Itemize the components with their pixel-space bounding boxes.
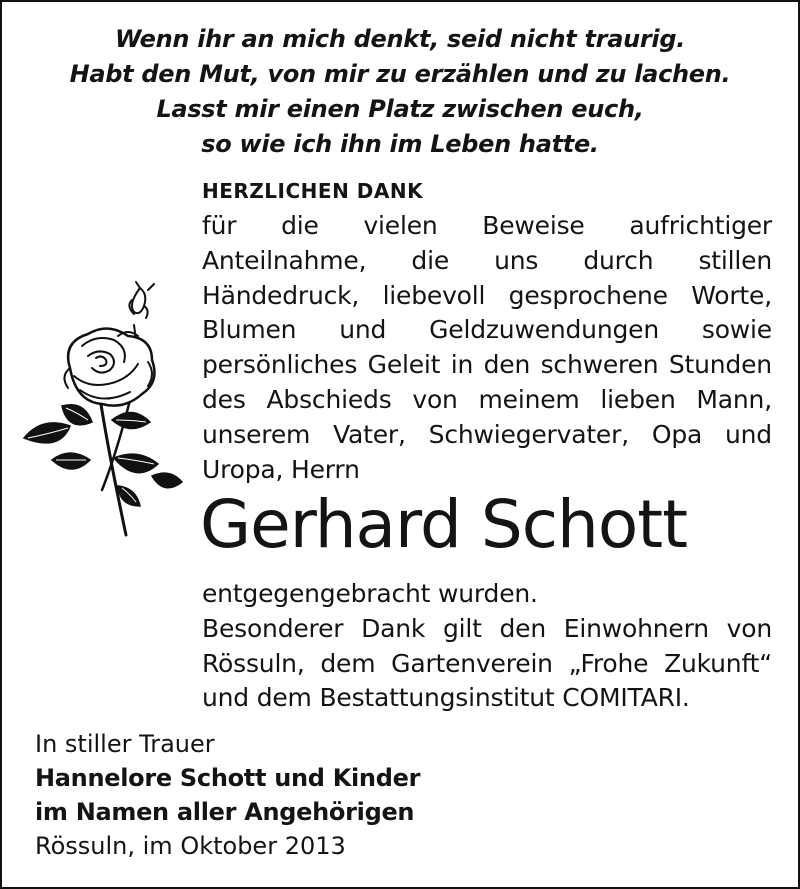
poem-line: Wenn ihr an mich denkt, seid nicht traurig.: [114, 25, 686, 53]
word: Geldzuwendungen: [429, 315, 659, 345]
word: lieben: [600, 384, 676, 414]
deceased-name: Gerhard Schott: [200, 486, 687, 563]
word: entgegengebracht wurden.: [202, 579, 538, 608]
word: Geleit: [367, 350, 441, 380]
word: Dank: [361, 613, 426, 643]
word: in: [450, 350, 474, 380]
text-line: [202, 383, 772, 418]
word: stillen: [698, 245, 772, 275]
word: vielen: [363, 211, 438, 240]
word: durch: [583, 245, 654, 275]
signature-block: [35, 727, 420, 863]
word: Gartenverein: [391, 648, 553, 678]
sign-relatives: im Namen aller Angehörigen: [35, 798, 415, 826]
thanks-text: [202, 209, 772, 487]
word: den: [499, 613, 546, 643]
word: Mann,: [696, 384, 772, 414]
sign-intro: In stiller Trauer: [35, 730, 215, 758]
word: sowie: [701, 315, 772, 345]
text-line: [202, 453, 772, 488]
word: die: [281, 211, 319, 240]
word: Opa: [651, 419, 703, 449]
word: Besonderer: [202, 613, 344, 643]
text-line: [202, 244, 772, 279]
word: gesprochene: [508, 280, 668, 310]
word: Blumen: [202, 315, 297, 345]
text-line: [202, 647, 772, 682]
thanks-text-continued: [202, 577, 772, 716]
text-line: [202, 313, 772, 348]
word: aufrichtiger: [629, 211, 772, 240]
text-line: [202, 418, 772, 453]
poem-line: so wie ich ihn im Leben hatte.: [201, 130, 599, 158]
word: und: [725, 419, 772, 449]
word: den: [483, 350, 531, 380]
word: und dem Bestattungsinstitut COMITARI.: [202, 683, 690, 713]
word: Abschieds: [266, 384, 392, 414]
text-line: [202, 209, 772, 244]
word: gilt: [442, 613, 482, 643]
text-line: [202, 681, 772, 716]
word: uns: [494, 245, 539, 275]
word: Beweise: [482, 211, 585, 240]
sign-family: Hannelore Schott und Kinder: [35, 764, 421, 792]
thanks-heading: HERZLICHEN DANK: [202, 179, 424, 203]
word: Anteilnahme,: [202, 245, 367, 275]
word: von: [726, 613, 772, 643]
word: Uropa, Herrn: [202, 454, 360, 484]
text-line: [202, 577, 772, 612]
poem-line: Habt den Mut, von mir zu erzählen und zu lachen.: [69, 60, 731, 88]
word: „Frohe: [568, 648, 649, 678]
word: von: [412, 384, 458, 414]
word: und: [339, 315, 387, 345]
sign-place-date: Rössuln, im Oktober 2013: [35, 832, 346, 860]
word: die: [411, 245, 450, 275]
poem-line: Lasst mir einen Platz zwischen euch,: [156, 95, 644, 123]
text-line: [202, 279, 772, 314]
word: liebevoll: [382, 280, 486, 310]
word: Händedruck,: [202, 280, 360, 310]
word: Vater,: [333, 419, 406, 449]
word: persönliches: [202, 350, 358, 380]
word: Einwohnern: [563, 613, 709, 643]
rose-illustration: [22, 280, 192, 550]
text-line: [202, 612, 772, 647]
word: unserem: [202, 419, 311, 449]
word: Schwiegervater,: [428, 419, 629, 449]
word: Worte,: [691, 280, 772, 310]
word: des: [202, 384, 246, 414]
word: dem: [320, 648, 376, 678]
word: Stunden: [668, 350, 772, 380]
word: für: [202, 211, 237, 240]
text-line: [202, 348, 772, 383]
word: Zukunft“: [664, 648, 772, 678]
word: schweren: [540, 350, 659, 380]
poem: [2, 22, 798, 162]
word: meinem: [478, 384, 580, 414]
word: Rössuln,: [202, 648, 305, 678]
